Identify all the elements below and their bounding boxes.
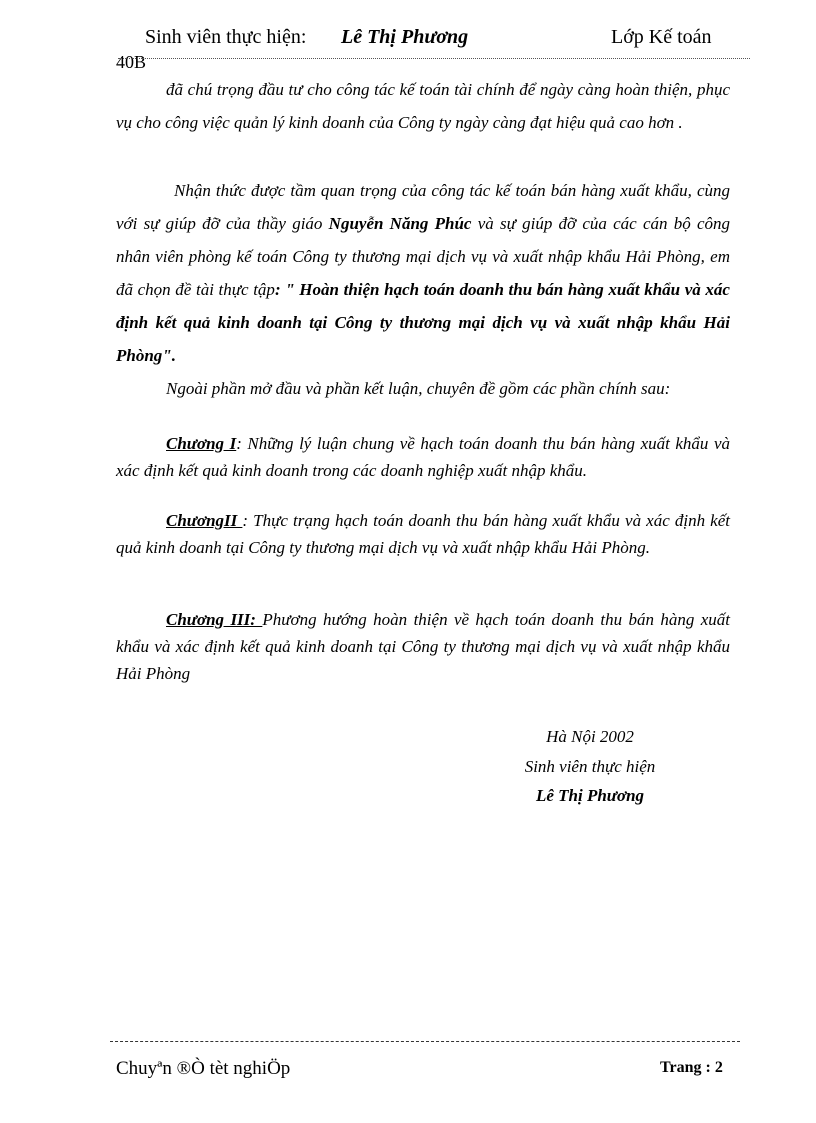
- paragraph-topic: [116, 174, 730, 372]
- footer-rule: [110, 1041, 740, 1042]
- paragraph-topic-text-b: và sự giúp đỡ của các cán bộ công nhân viên phòng kế toán Công ty thương mại dịch vụ và xuất nhập khẩu Hải Phòng, em đã chọn đề tài thực tập: [116, 214, 730, 299]
- chapter-1-text: Những lý luận chung về hạch toán doanh thu bán hàng xuất khẩu và xác định kết quả kinh doanh trong các doanh nghiệp xuất nhập khẩu.: [116, 434, 730, 480]
- teacher-name: Nguyễn Năng Phúc: [328, 214, 472, 233]
- chapter-2: [116, 507, 730, 561]
- chapter-1: [116, 430, 730, 484]
- signature-role: Sinh viên thực hiện: [524, 757, 656, 776]
- header-class-label: Lớp Kế toán: [611, 26, 712, 48]
- chapter-2-sep: :: [242, 511, 254, 530]
- chapter-3-title: Chương III:: [166, 610, 263, 629]
- chapter-3: [116, 606, 730, 687]
- paragraph-topic-text-a: Nhận thức được tầm quan trọng của công tác kế toán bán hàng xuất khẩu, cùng với sự giúp đỡ của thầy giáo: [116, 181, 730, 233]
- header-rule: [118, 58, 750, 59]
- chapter-1-sep: :: [236, 434, 248, 453]
- header-student-name: Lê Thị Phương: [341, 26, 469, 48]
- header-student-label: Sinh viên thực hiện:: [145, 26, 307, 48]
- signature-place-date: Hà Nội 2002: [546, 727, 634, 746]
- footer-page-number: Trang : 2: [660, 1059, 723, 1076]
- chapter-2-title: ChươngII: [166, 511, 243, 530]
- chapter-2-text: Thực trạng hạch toán doanh thu bán hàng xuất khẩu và xác định kết quả kinh doanh tại Công ty thương mại dịch vụ và xuất nhập khẩu Hải Phòng.: [116, 511, 730, 557]
- paragraph-outline: Ngoài phần mở đầu và phần kết luận, chuyên đề gồm các phần chính sau:: [166, 379, 671, 398]
- header-class-suffix: 40B: [116, 52, 147, 72]
- thesis-title: : " Hoàn thiện hạch toán doanh thu bán hàng xuất khẩu và xác định kết quả kinh doanh tại Công ty thương mại dịch vụ và xuất nhập khẩu Hải Phòng".: [116, 280, 730, 365]
- footer-title: Chuyªn ®Ò tèt nghiÖp: [116, 1058, 291, 1079]
- chapter-1-title: Chương I: [166, 434, 237, 453]
- paragraph-intro: đã chú trọng đầu tư cho công tác kế toán tài chính để ngày càng hoàn thiện, phục vụ cho công việc quản lý kinh doanh của Công ty ngày càng đạt hiệu quả cao hơn .: [116, 80, 730, 132]
- signature-name: Lê Thị Phương: [535, 786, 645, 805]
- chapter-3-text: Phương hướng hoàn thiện về hạch toán doanh thu bán hàng xuất khẩu và xác định kết quả kinh doanh tại Công ty thương mại dịch vụ và xuất nhập khẩu Hải Phòng: [116, 610, 730, 683]
